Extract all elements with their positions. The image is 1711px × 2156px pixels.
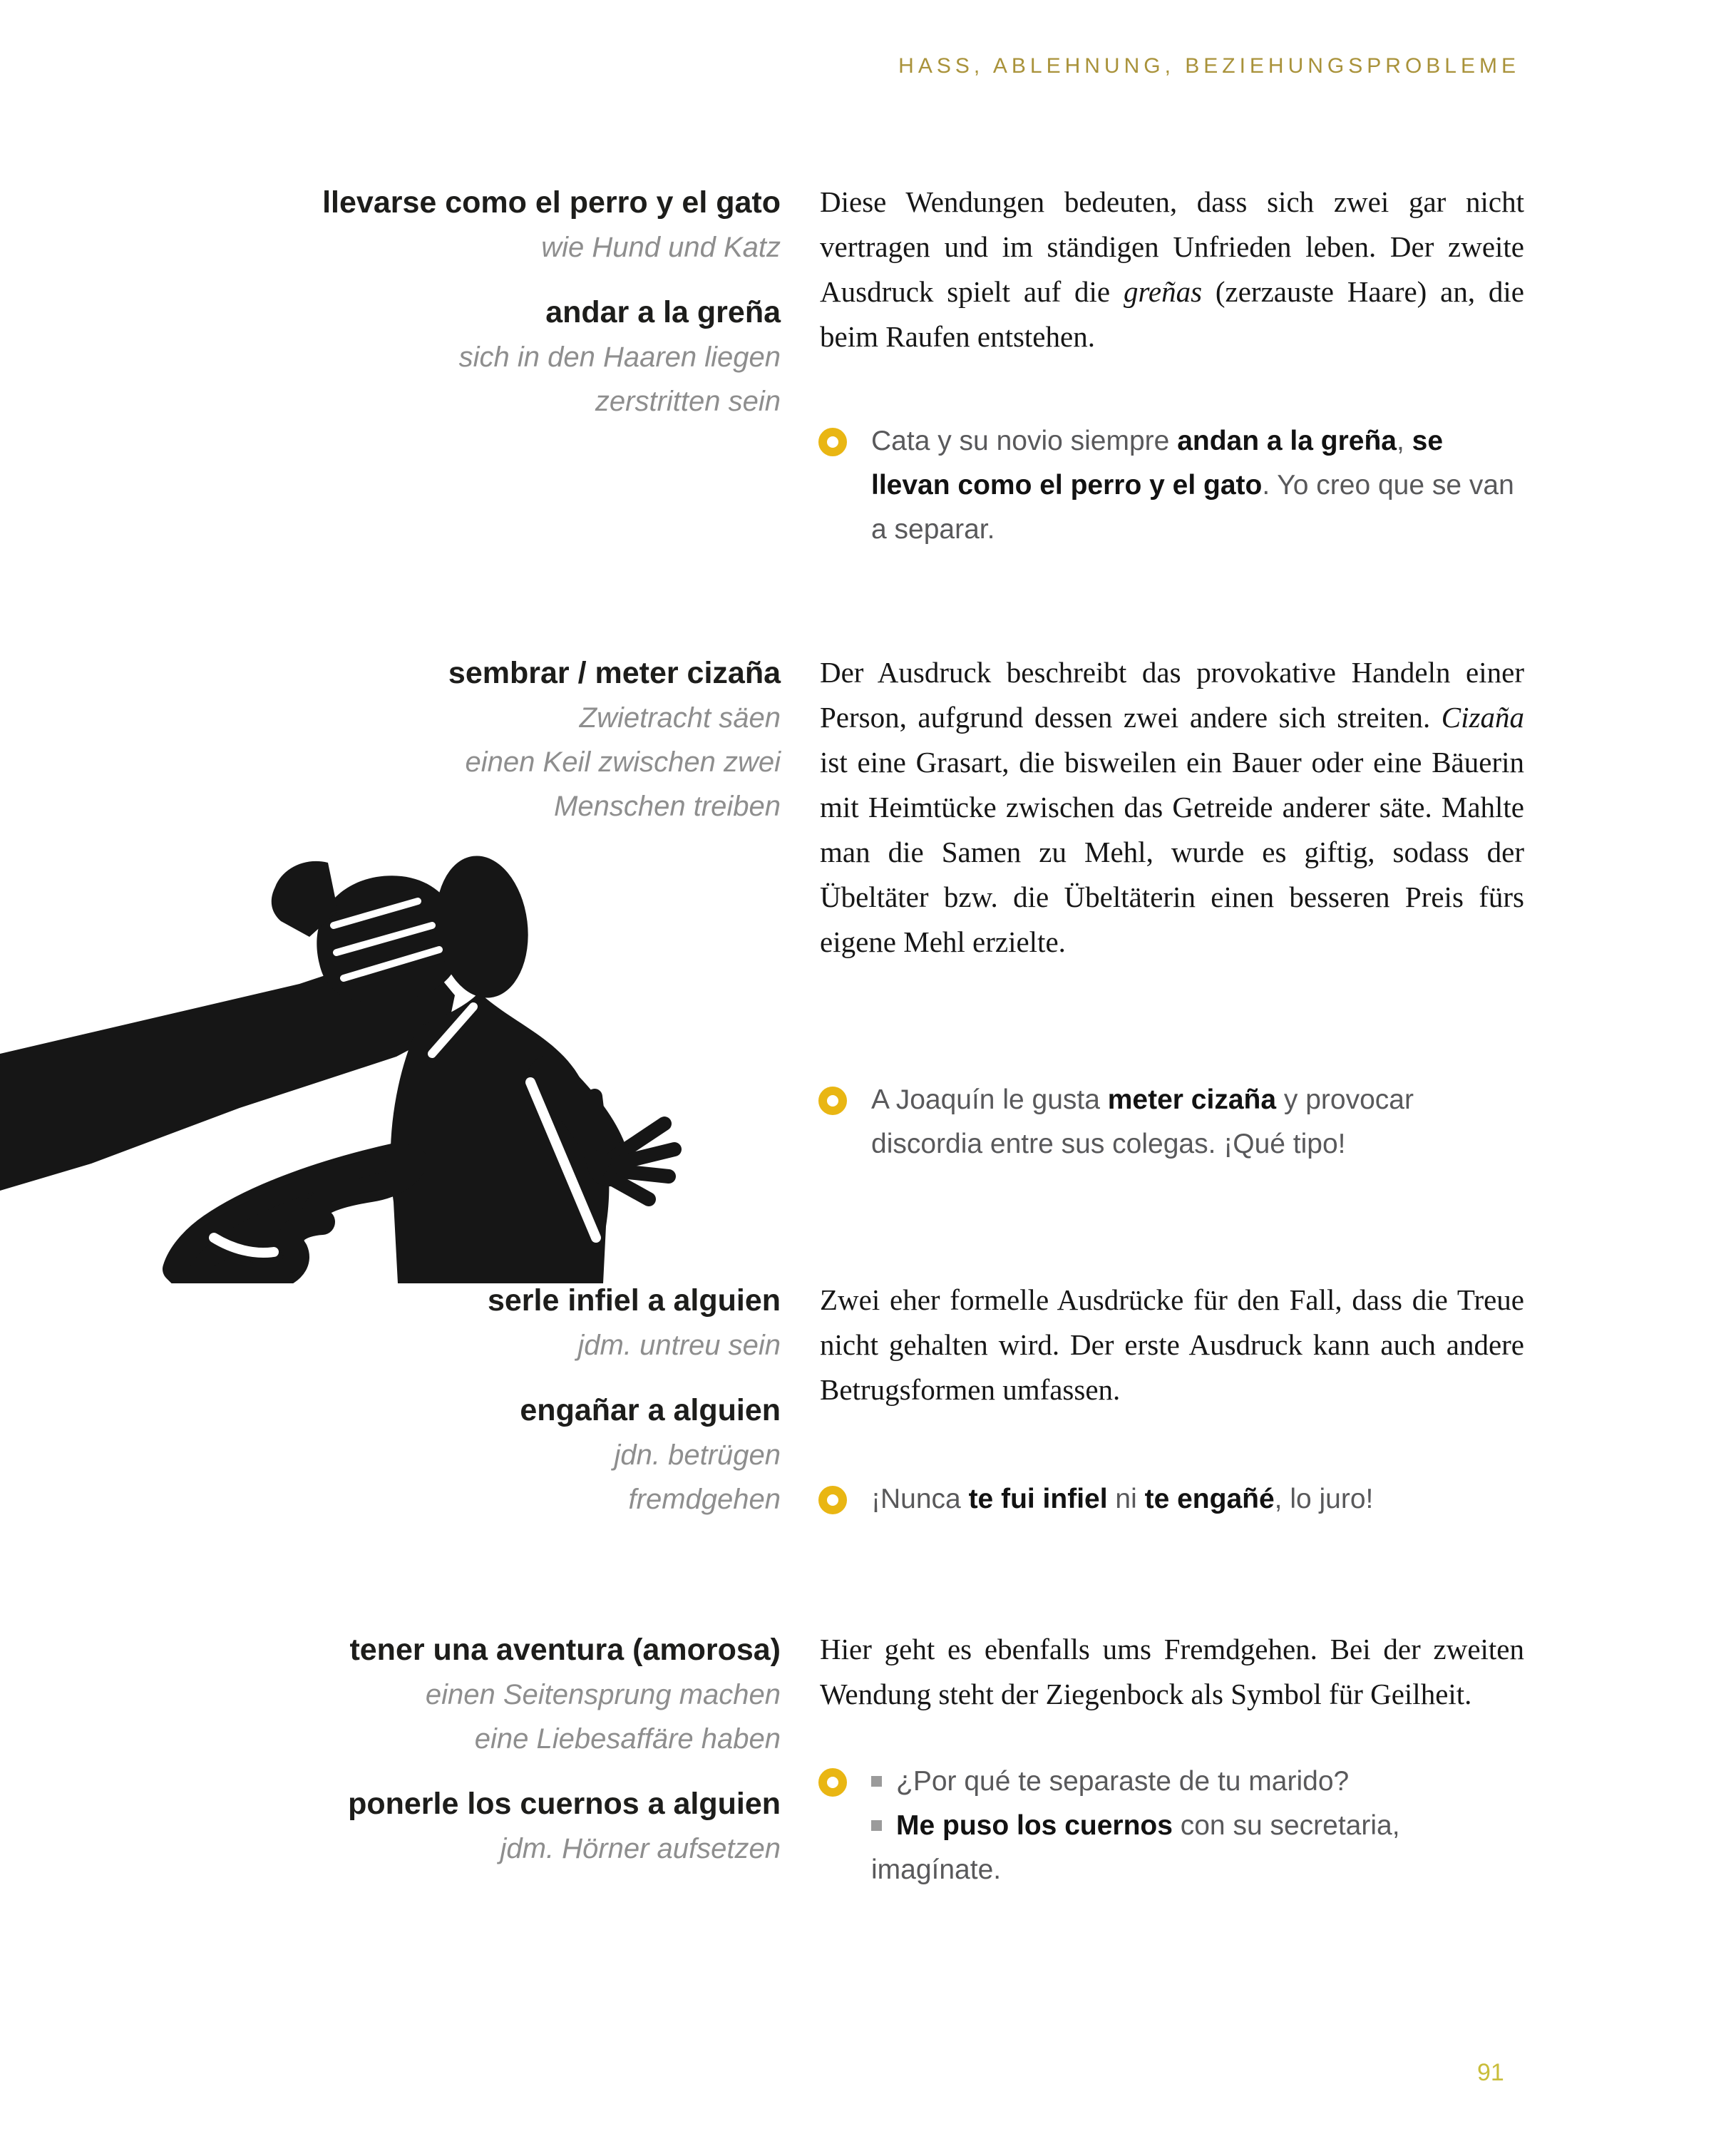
term-spanish: serle infiel a alguien	[487, 1283, 781, 1318]
term-german-translation: einen Keil zwischen zwei	[465, 746, 781, 778]
fight-silhouette-illustration	[0, 841, 684, 1283]
vocab-terms-4	[348, 1627, 781, 1871]
term-german-translation: sich in den Haaren liegen	[458, 342, 781, 373]
vocab-terms-3	[488, 1278, 781, 1521]
vocab-terms-1	[322, 180, 781, 423]
example-bullet-ring-icon	[818, 1087, 847, 1115]
explanation-2: Der Ausdruck beschreibt das provokative Handeln einer Person, aufgrund dessen zwei andere sich streiten. Cizaña ist eine Grasart, die bisweilen ein Bauer oder eine Bäuerin mit Heimtücke zwischen das Getreide anderer säte. Mahlte man die Samen zu Mehl, wurde es giftig, sodass der Übeltäter bzw. die Übeltäterin einen besseren Preis fürs eigene Mehl erzielte.	[820, 656, 1524, 958]
example-line: ¿Por qué te separaste de tu marido?	[871, 1760, 1524, 1804]
vocab-terms-2	[448, 650, 781, 828]
example-block-1	[871, 419, 1524, 552]
term-german-translation: wie Hund und Katz	[541, 232, 781, 263]
term-spanish: llevarse como el perro y el gato	[322, 185, 781, 220]
explanation-3: Zwei eher formelle Ausdrücke für den Fall, dass die Treue nicht gehalten wird. Der erste Ausdruck kann auch andere Betrugsformen umfassen.	[820, 1283, 1524, 1406]
page-number: 91	[1477, 2059, 1504, 2086]
term-spanish: ponerle los cuernos a alguien	[348, 1787, 781, 1821]
term-german-translation: eine Liebesaffäre haben	[474, 1723, 781, 1755]
example-bullet-ring-icon	[818, 428, 847, 456]
example-bullet-ring-icon	[818, 1768, 847, 1797]
term-german-translation: jdm. Hörner aufsetzen	[500, 1833, 781, 1864]
term-german-translation: zerstritten sein	[595, 386, 781, 417]
term-german-translation: Zwietracht säen	[579, 702, 781, 734]
example-block-4	[871, 1760, 1524, 1892]
term-spanish: engañar a alguien	[520, 1393, 781, 1427]
term-german-translation: Menschen treiben	[554, 791, 781, 822]
example-line: A Joaquín le gusta meter cizaña y provocar discordia entre sus colegas. ¡Qué tipo!	[871, 1084, 1414, 1159]
explanation-1: Diese Wendungen bedeuten, dass sich zwei gar nicht vertragen und im ständigen Unfrieden leben. Der zweite Ausdruck spielt auf die greñas (zerzauste Haare) an, die beim Raufen entstehen.	[820, 185, 1524, 353]
dialog-square-bullet-icon	[871, 1820, 882, 1831]
example-block-3	[871, 1477, 1524, 1521]
chapter-header: HASS, ABLEHNUNG, BEZIEHUNGSPROBLEME	[898, 54, 1520, 78]
term-german-translation: jdm. untreu sein	[577, 1330, 781, 1361]
example-line: Me puso los cuernos con su secretaria, imagínate.	[871, 1810, 1400, 1885]
term-spanish: sembrar / meter cizaña	[448, 656, 781, 690]
term-german-translation: fremdgehen	[628, 1484, 781, 1515]
example-line: ¡Nunca te fui infiel ni te engañé, lo juro!	[871, 1484, 1374, 1514]
term-spanish: andar a la greña	[545, 295, 781, 329]
example-bullet-ring-icon	[818, 1486, 847, 1514]
explanation-4: Hier geht es ebenfalls ums Fremdgehen. Bei der zweiten Wendung steht der Ziegenbock als Symbol für Geilheit.	[820, 1633, 1524, 1710]
example-line: Cata y su novio siempre andan a la greña, se llevan como el perro y el gato. Yo creo que se van a separar.	[871, 426, 1514, 545]
example-block-2	[871, 1078, 1524, 1166]
term-german-translation: einen Seitensprung machen	[425, 1679, 781, 1710]
term-german-translation: jdn. betrügen	[614, 1439, 781, 1471]
term-spanish: tener una aventura (amorosa)	[349, 1633, 781, 1667]
dialog-square-bullet-icon	[871, 1776, 882, 1787]
